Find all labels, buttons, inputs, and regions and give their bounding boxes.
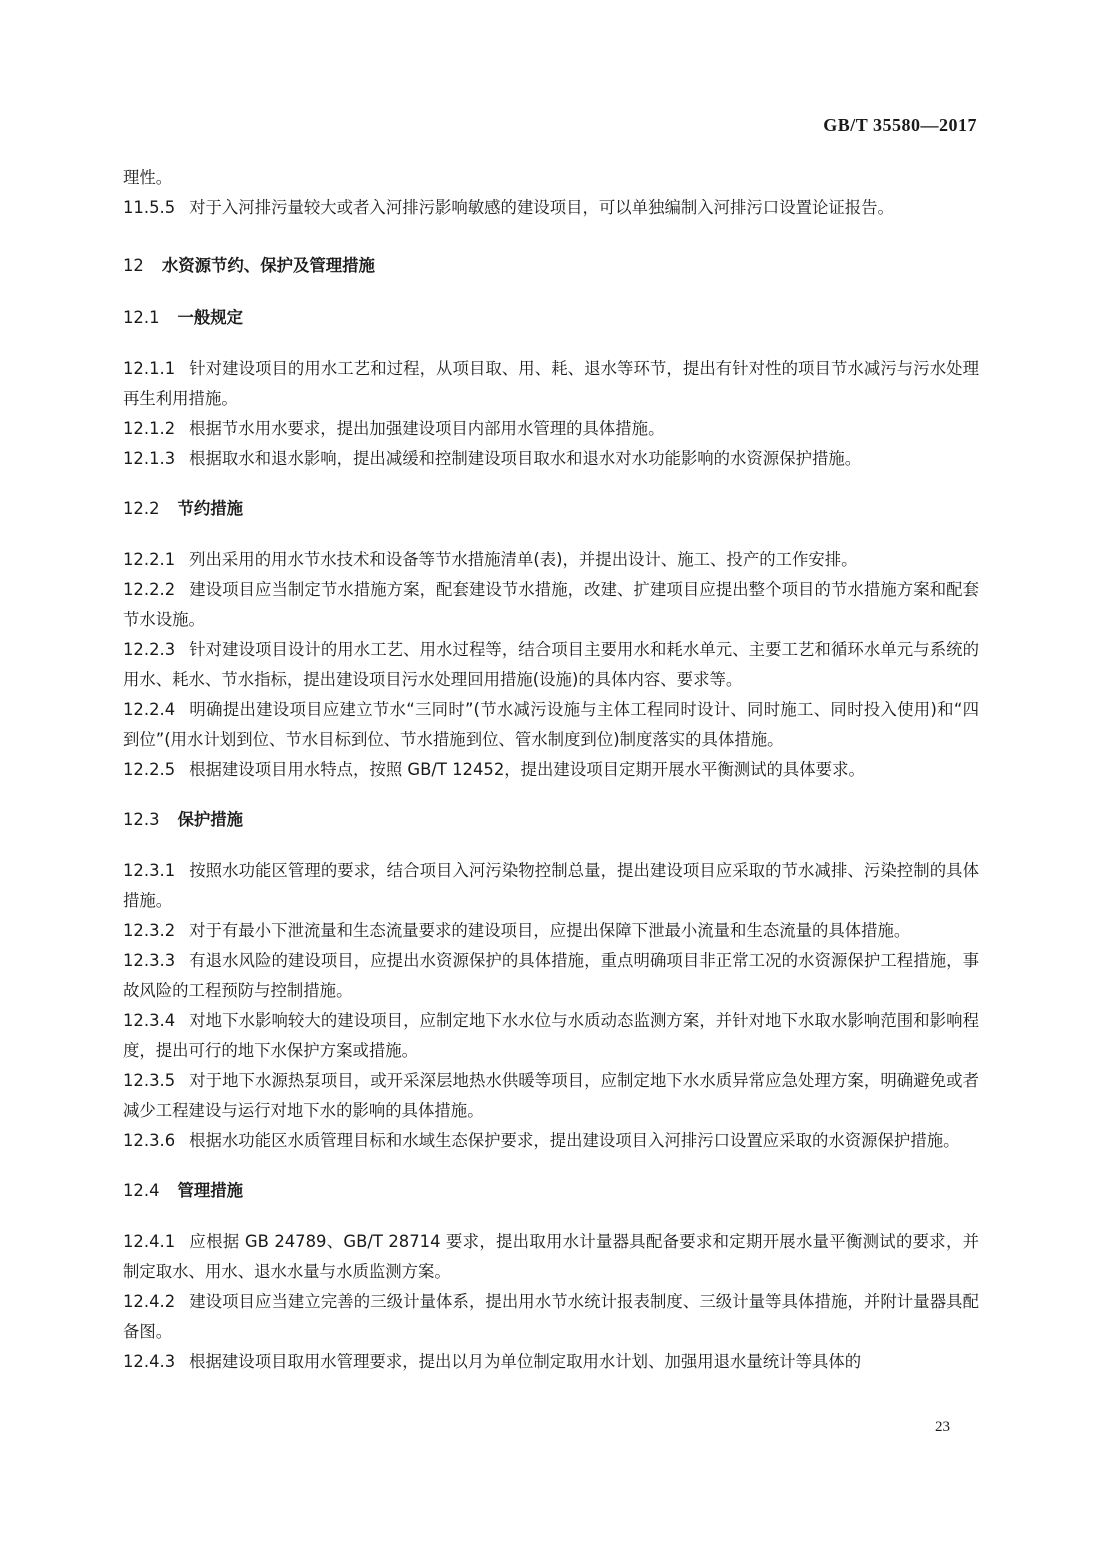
clause-12-4-2 [123, 1287, 979, 1347]
clause-number: 12.3.3 [123, 951, 176, 970]
clause-12-2-2 [123, 575, 979, 635]
clause-text: 有退水风险的建设项目，应提出水资源保护的具体措施，重点明确项目非正常工况的水资源保护工程措施，事故风险的工程预防与控制措施。 [123, 951, 979, 1000]
clause-12-2-5 [123, 755, 979, 785]
clause-12-1-2 [123, 414, 979, 444]
clause-text: 列出采用的用水节水技术和设备等节水措施清单(表)，并提出设计、施工、投产的工作安排。 [189, 550, 858, 569]
clause-text: 按照水功能区管理的要求，结合项目入河污染物控制总量，提出建设项目应采取的节水减排、污染控制的具体措施。 [123, 861, 979, 910]
clause-12-1-3 [123, 444, 979, 474]
clause-text: 根据取水和退水影响，提出减缓和控制建设项目取水和退水对水功能影响的水资源保护措施。 [189, 449, 862, 468]
clause-text: 根据节水用水要求，提出加强建设项目内部用水管理的具体措施。 [189, 419, 665, 438]
section-12-1-heading [123, 303, 979, 333]
clause-number: 12.1.3 [123, 449, 176, 468]
section-title: 管理措施 [177, 1181, 244, 1200]
section-12-4-heading [123, 1176, 979, 1206]
clause-text: 建设项目应当建立完善的三级计量体系，提出用水节水统计报表制度、三级计量等具体措施，并附计量器具配备图。 [123, 1292, 979, 1341]
section-12-2-heading [123, 494, 979, 524]
clause-number: 12.2.2 [123, 580, 176, 599]
clause-12-3-5 [123, 1066, 979, 1126]
clause-number: 12.3.2 [123, 921, 176, 940]
clause-number: 12.1.2 [123, 419, 176, 438]
clause-12-3-6 [123, 1126, 979, 1156]
section-number: 12.4 [123, 1181, 160, 1200]
clause-text: 对地下水影响较大的建设项目，应制定地下水水位与水质动态监测方案，并针对地下水取水影响范围和影响程度，提出可行的地下水保护方案或措施。 [123, 1011, 979, 1060]
clause-text: 建设项目应当制定节水措施方案，配套建设节水措施，改建、扩建项目应提出整个项目的节水措施方案和配套节水设施。 [123, 580, 979, 629]
clause-text: 根据建设项目取用水管理要求，提出以月为单位制定取用水计划、加强用退水量统计等具体的 [189, 1352, 862, 1371]
clause-text: 应根据 GB 24789、GB/T 28714 要求，提出取用水计量器具配备要求和定期开展水量平衡测试的要求，并制定取水、用水、退水水量与水质监测方案。 [123, 1232, 979, 1281]
clause-number: 12.3.6 [123, 1131, 176, 1150]
clause-number: 12.2.1 [123, 550, 176, 569]
clause-text: 对于地下水源热泵项目，或开采深层地热水供暖等项目，应制定地下水水质异常应急处理方案，明确避免或者减少工程建设与运行对地下水的影响的具体措施。 [123, 1071, 979, 1120]
clause-number: 12.4.3 [123, 1352, 176, 1371]
clause-text: 针对建设项目的用水工艺和过程，从项目取、用、耗、退水等环节，提出有针对性的项目节水减污与污水处理再生利用措施。 [123, 359, 979, 408]
clause-12-4-3 [123, 1347, 979, 1377]
clause-text: 明确提出建设项目应建立节水“三同时”(节水减污设施与主体工程同时设计、同时施工、同时投入使用)和“四到位”(用水计划到位、节水目标到位、节水措施到位、管水制度到位)制度落实的具体措施。 [123, 700, 979, 749]
clause-number: 12.3.4 [123, 1011, 176, 1030]
section-title: 保护措施 [177, 810, 244, 829]
clause-number: 12.4.2 [123, 1292, 176, 1311]
clause-12-2-3 [123, 635, 979, 695]
clause-12-3-2 [123, 916, 979, 946]
clause-12-3-1 [123, 856, 979, 916]
section-number: 12.3 [123, 810, 160, 829]
clause-number: 12.2.3 [123, 640, 176, 659]
clause-12-2-4 [123, 695, 979, 755]
clause-12-3-4 [123, 1006, 979, 1066]
clause-12-3-3 [123, 946, 979, 1006]
clause-number: 12.3.5 [123, 1071, 176, 1090]
clause-11-5-5 [123, 193, 979, 223]
clause-number: 11.5.5 [123, 198, 176, 217]
standard-code: GB/T 35580—2017 [823, 115, 977, 135]
clause-number: 12.3.1 [123, 861, 176, 880]
section-12-heading [123, 251, 979, 281]
clause-number: 12.1.1 [123, 359, 176, 378]
section-number: 12.1 [123, 308, 160, 327]
clause-text: 根据水功能区水质管理目标和水域生态保护要求，提出建设项目入河排污口设置应采取的水资源保护措施。 [189, 1131, 960, 1150]
clause-number: 12.2.4 [123, 700, 176, 719]
document-body [123, 163, 979, 1377]
section-title: 节约措施 [177, 499, 244, 518]
section-12-3-heading [123, 805, 979, 835]
clause-number: 12.2.5 [123, 760, 176, 779]
section-title: 水资源节约、保护及管理措施 [161, 256, 375, 275]
clause-text: 根据建设项目用水特点，按照 GB/T 12452，提出建设项目定期开展水平衡测试的具体要求。 [189, 760, 865, 779]
continuation-text: 理性。 [123, 168, 173, 187]
clause-text: 对于入河排污量较大或者入河排污影响敏感的建设项目，可以单独编制入河排污口设置论证报告。 [189, 198, 894, 217]
section-number: 12.2 [123, 499, 160, 518]
clause-number: 12.4.1 [123, 1232, 176, 1251]
clause-text: 对于有最小下泄流量和生态流量要求的建设项目，应提出保障下泄最小流量和生态流量的具体措施。 [189, 921, 911, 940]
section-number: 12 [123, 256, 144, 275]
page-number: 23 [935, 1419, 950, 1435]
clause-text: 针对建设项目设计的用水工艺、用水过程等，结合项目主要用水和耗水单元、主要工艺和循环水单元与系统的用水、耗水、节水指标，提出建设项目污水处理回用措施(设施)的具体内容、要求等。 [123, 640, 979, 689]
clause-12-1-1 [123, 354, 979, 414]
clause-12-4-1 [123, 1227, 979, 1287]
clause-12-2-1 [123, 545, 979, 575]
section-title: 一般规定 [177, 308, 244, 327]
